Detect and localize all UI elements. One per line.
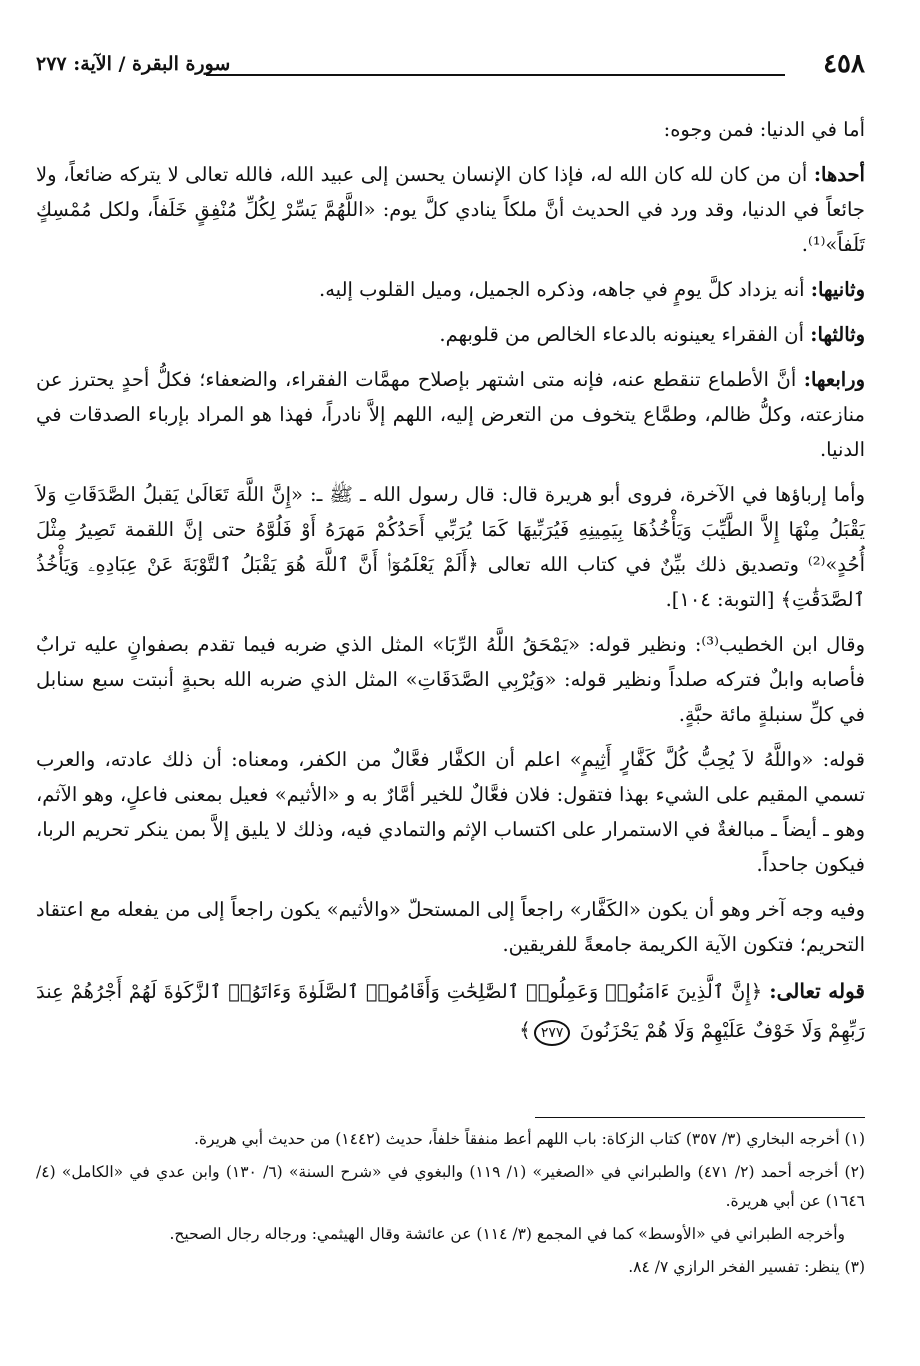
paragraph-text: وقال ابن الخطيب⁽³⁾: ونظير قوله: «يَمْحَقُ اللَّهُ الرِّبَا» المثل الذي ضربه فيما تقدم بصفوانٍ عليه ترابٌ فأصابه وابلٌ فتركه صلداً ونظير قوله: «وَيُرْبِي الصَّدَقَاتِ» المثل الذي ضربه الله بحبةٍ أنبتت سبع سنابل في كلِّ سنبلةٍ مائة حبَّةٍ. [36,633,865,726]
footnotes [36,1125,865,1286]
paragraph-text: وأما إرباؤها في الآخرة، فروى أبو هريرة قال: قال رسول الله ـ ﷺ ـ: «إِنَّ اللَّهَ تَعَالَىٰ يَقبلُ الصَّدَقَاتِ وَلاَ يَقْبَلُ مِنْهَا إِلاَّ الطَّيِّبَ وَيَأْخُذُهَا بِيَمِينِهِ فَيُرَبِّيهَا كَمَا يُرَبِّي أَحَدُكُمْ مَهرَهُ أَوْ فَلُوَّهُ حتى إنَّ اللقمة تَصِيرُ مِثْلَ أُحُدٍ»⁽²⁾ وتصديق ذلك بيِّنٌ في كتاب الله تعالى ﴿أَلَمْ يَعْلَمُوٓا۟ أَنَّ ٱللَّهَ هُوَ يَقْبَلُ ٱلتَّوْبَةَ عَنْ عِبَادِهِۦ وَيَأْخُذُ ٱلصَّدَقَٰتِ﴾ [التوبة: ١٠٤]. [36,483,865,611]
paragraph-text: أنه يزداد كلَّ يومٍ في جاهه، وذكره الجميل، وميل القلوب إليه. [319,278,805,301]
paragraph-intro [36,112,865,147]
header-rule [206,74,785,76]
paragraph-kaffar [36,742,865,882]
verse-text: ﴿إِنَّ ٱلَّذِينَ ءَامَنُوا۟ وَعَمِلُوا۟ ٱلصَّٰلِحَٰتِ وَأَقَامُوا۟ ٱلصَّلَوٰةَ وَءَاتَوُا۟ ٱلزَّكَوٰةَ لَهُمْ أَجْرُهُمْ عِندَ رَبِّهِمْ وَلَا خَوْفٌ عَلَيْهِمْ وَلَا هُمْ يَحْزَنُونَ [36,980,865,1042]
main-text [36,112,865,1060]
paragraph-fourth [36,362,865,467]
paragraph-text: وفيه وجه آخر وهو أن يكون «الكَفَّار» راجعاً إلى المستحلّ «والأثيم» يكون راجعاً إلى من يفعله مع اعتقاد التحريم؛ فتكون الآية الكريمة جامعةً للفريقين. [36,898,865,956]
running-title: سورة البقرة / الآية: ٢٧٧ [36,53,231,75]
paragraph-lead: أحدها: [813,163,865,186]
page-number: ٤٥٨ [823,49,865,79]
paragraph-text: أما في الدنيا: فمن وجوه: [663,118,865,141]
paragraph-third [36,317,865,352]
paragraph-hereafter [36,477,865,617]
verse-close-bracket: ﴾ [519,1018,531,1042]
ayah-number-medallion: ٢٧٧ [534,1020,571,1046]
footnote-2: (٢) أخرجه أحمد (٢/ ٤٧١) والطبراني في «الصغير» (١/ ١١٩) والبغوي في «شرح السنة» (٦/ ١٣٠) وابن عدي في «الكامل» (٤/ ١٦٤٦) عن أبي هريرة. [36,1163,865,1210]
paragraph-text: أن الفقراء يعينونه بالدعاء الخالص من قلوبهم. [439,323,805,346]
verse-paragraph [36,972,865,1050]
paragraph-lead: وثانيها: [810,278,865,301]
page-header [36,44,865,84]
paragraph-another-view [36,892,865,962]
paragraph-ibn-khatib [36,627,865,732]
footnote-rule [535,1117,865,1118]
footnote-1: (١) أخرجه البخاري (٣/ ٣٥٧) كتاب الزكاة: باب اللهم أعط منفقاً خلفاً، حديث (١٤٤٢) من حديث أبي هريرة. [194,1130,865,1148]
footnote-3: (٣) ينظر: تفسير الفخر الرازي ٧/ ٨٤. [628,1258,865,1276]
paragraph-text: أن من كان لله كان الله له، فإذا كان الإنسان يحسن إلى عبيد الله، فالله تعالى لا يتركه ضائعاً، ولا جائعاً في الدنيا، وقد ورد في الحديث أنَّ ملكاً ينادي كلَّ يوم: «اللَّهُمَّ يَسِّرْ لِكُلِّ مُنْفِقٍ خَلَفاً، ولكل مُمْسِكٍ تَلَفاً»⁽¹⁾. [36,163,865,256]
paragraph-lead: وثالثها: [810,323,865,346]
paragraph-text: قوله: «واللَّهُ لاَ يُحِبُّ كُلَّ كَفَّارٍ أَثِيمٍ» اعلم أن الكفَّار فعَّالٌ من الكفر، ومعناه: أن ذلك عادته، والعرب تسمي المقيم على الشيء بهذا فتقول: فلان فعَّالٌ للخير أمَّارٌ به و «الأثيم» فعيل بمعنى فاعلٍ، وهو الآثم، وهو ـ أيضاً ـ مبالغةٌ في الاستمرار على اكتساب الإثم والتمادي فيه، وذلك لا يليق إلاَّ بمن ينكر تحريم الربا، فيكون جاحداً. [36,748,865,876]
paragraph-second [36,272,865,307]
footnote-2-continued: وأخرجه الطبراني في «الأوسط» كما في المجمع (٣/ ١١٤) عن عائشة وقال الهيثمي: ورجاله رجال الصحيح. [169,1225,845,1243]
paragraph-text: أنَّ الأطماع تنقطع عنه، فإنه متى اشتهر بإصلاح مهمَّات الفقراء، والضعفاء؛ فكلُّ أحدٍ يحترز عن منازعته، وكلُّ ظالم، وطمَّاع يتخوف من التعرض إليه، اللهم إلاَّ نادراً، فهذا هو المراد بإرباء الصدقات في الدنيا. [36,368,865,461]
paragraph-lead: ورابعها: [803,368,865,391]
paragraph-first [36,157,865,262]
verse-intro: قوله تعالى: [769,979,865,1003]
